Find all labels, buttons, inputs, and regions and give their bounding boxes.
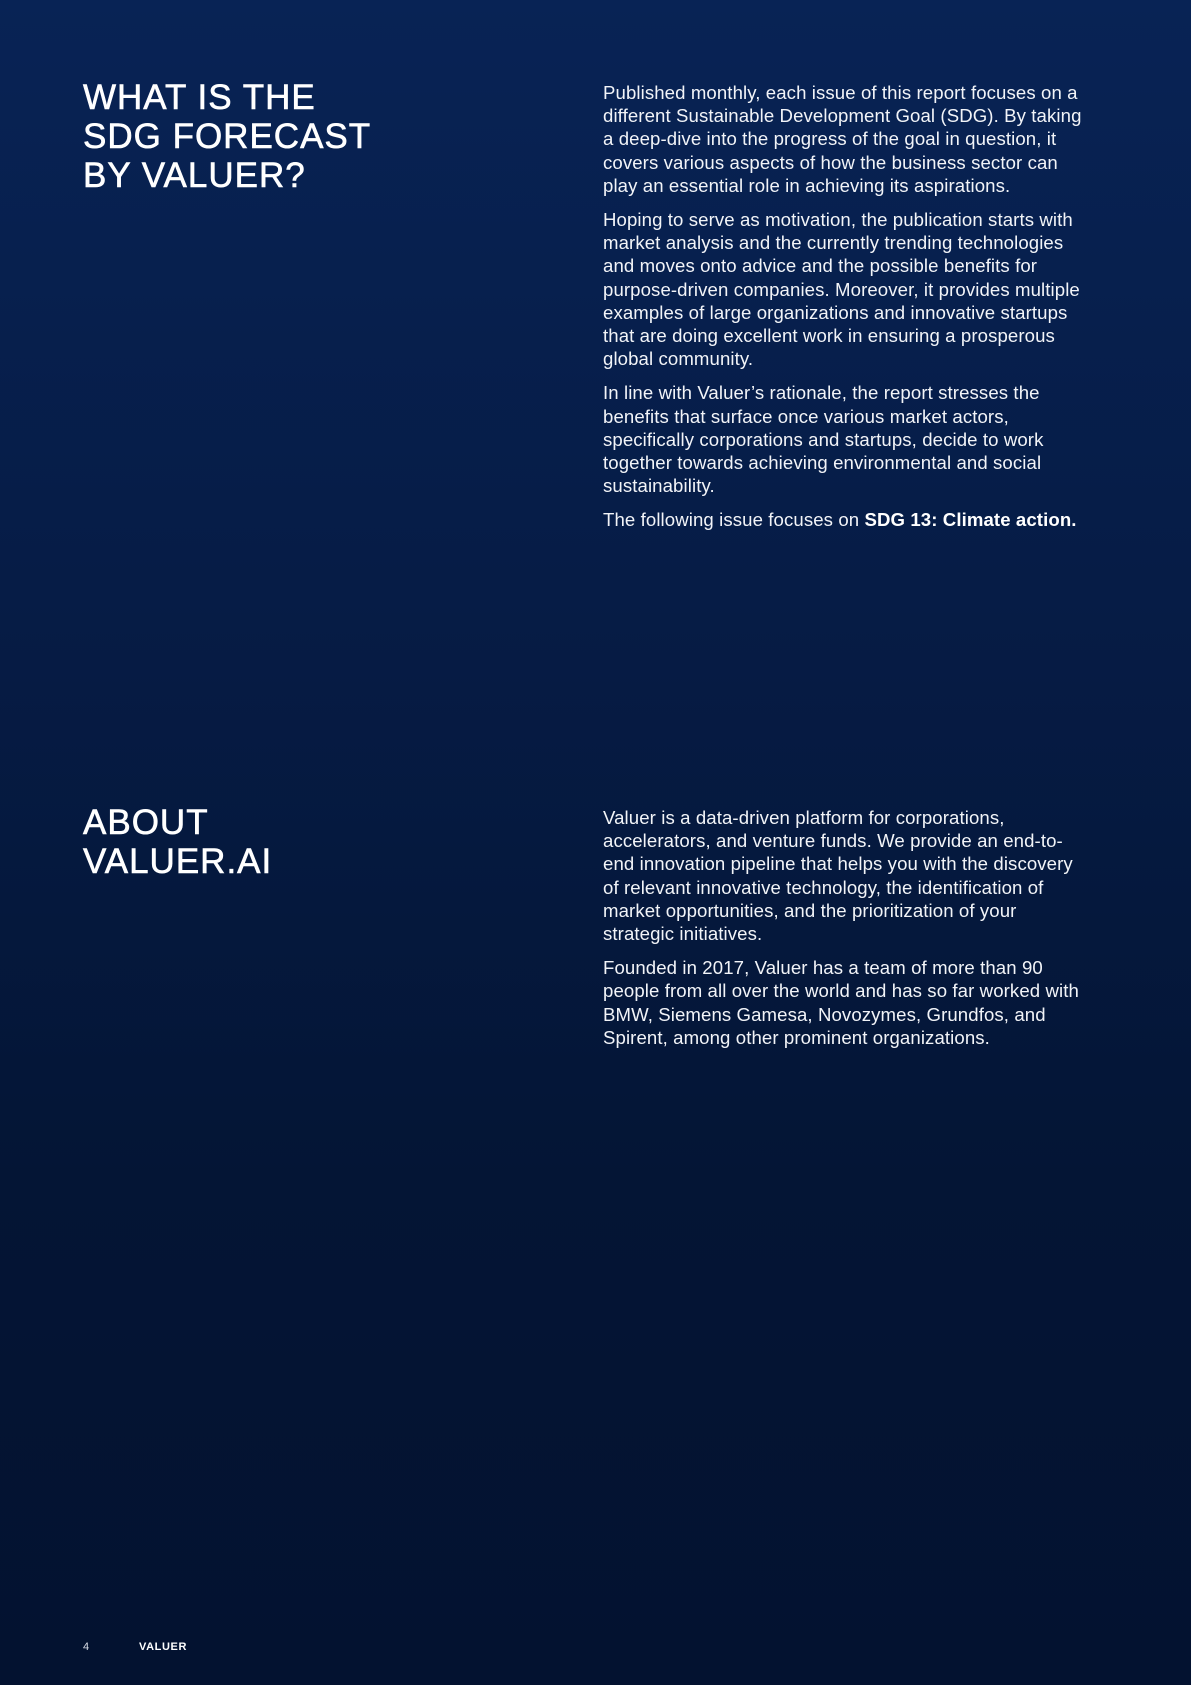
about-valuer-body (603, 806, 1083, 1060)
page-number: 4 (83, 1641, 90, 1653)
body-paragraph: Published monthly, each issue of this report focuses on a different Sustainable Development Goal (SDG). By taking a deep-dive into the progress of the goal in question, it covers various aspects of how the business sector can play an essential role in achieving its aspirations. (603, 82, 1082, 196)
body-paragraph: Hoping to serve as motivation, the publication starts with market analysis and the currently trending technologies and moves onto advice and the possible benefits for purpose-driven companies. Moreover, it provides multiple examples of large organizations and innovative startups that are doing excellent work in ensuring a prosperous global community. (603, 209, 1080, 370)
valuer-logo: VALUER (139, 1641, 188, 1653)
page-footer (83, 1640, 187, 1654)
heading-line: BY VALUER? (83, 156, 306, 195)
heading-line: WHAT IS THE (83, 78, 316, 117)
closing-prefix: The following issue focuses on (603, 509, 865, 531)
sdg-forecast-body (603, 81, 1083, 543)
sdg-forecast-heading (83, 78, 503, 195)
about-valuer-heading (83, 803, 503, 881)
heading-line: VALUER.AI (83, 842, 273, 881)
heading-line: ABOUT (83, 803, 209, 842)
body-paragraph: Founded in 2017, Valuer has a team of more than 90 people from all over the world and has so far worked with BMW, Siemens Gamesa, Novozymes, Grundfos, and Spirent, among other prominent organizations. (603, 957, 1079, 1048)
body-paragraph: In line with Valuer’s rationale, the report stresses the benefits that surface once various market actors, specifically corporations and startups, decide to work together towards achieving environmental and social sustainability. (603, 382, 1044, 497)
closing-paragraph (603, 508, 1083, 531)
sdg-focus-label: SDG 13: Climate action. (864, 509, 1077, 531)
body-paragraph: Valuer is a data-driven platform for corporations, accelerators, and venture funds. We provide an end-to-end innovation pipeline that helps you with the discovery of relevant innovative technology, the identification of market opportunities, and the prioritization of your strategic initiatives. (603, 807, 1073, 945)
heading-line: SDG FORECAST (83, 117, 372, 156)
